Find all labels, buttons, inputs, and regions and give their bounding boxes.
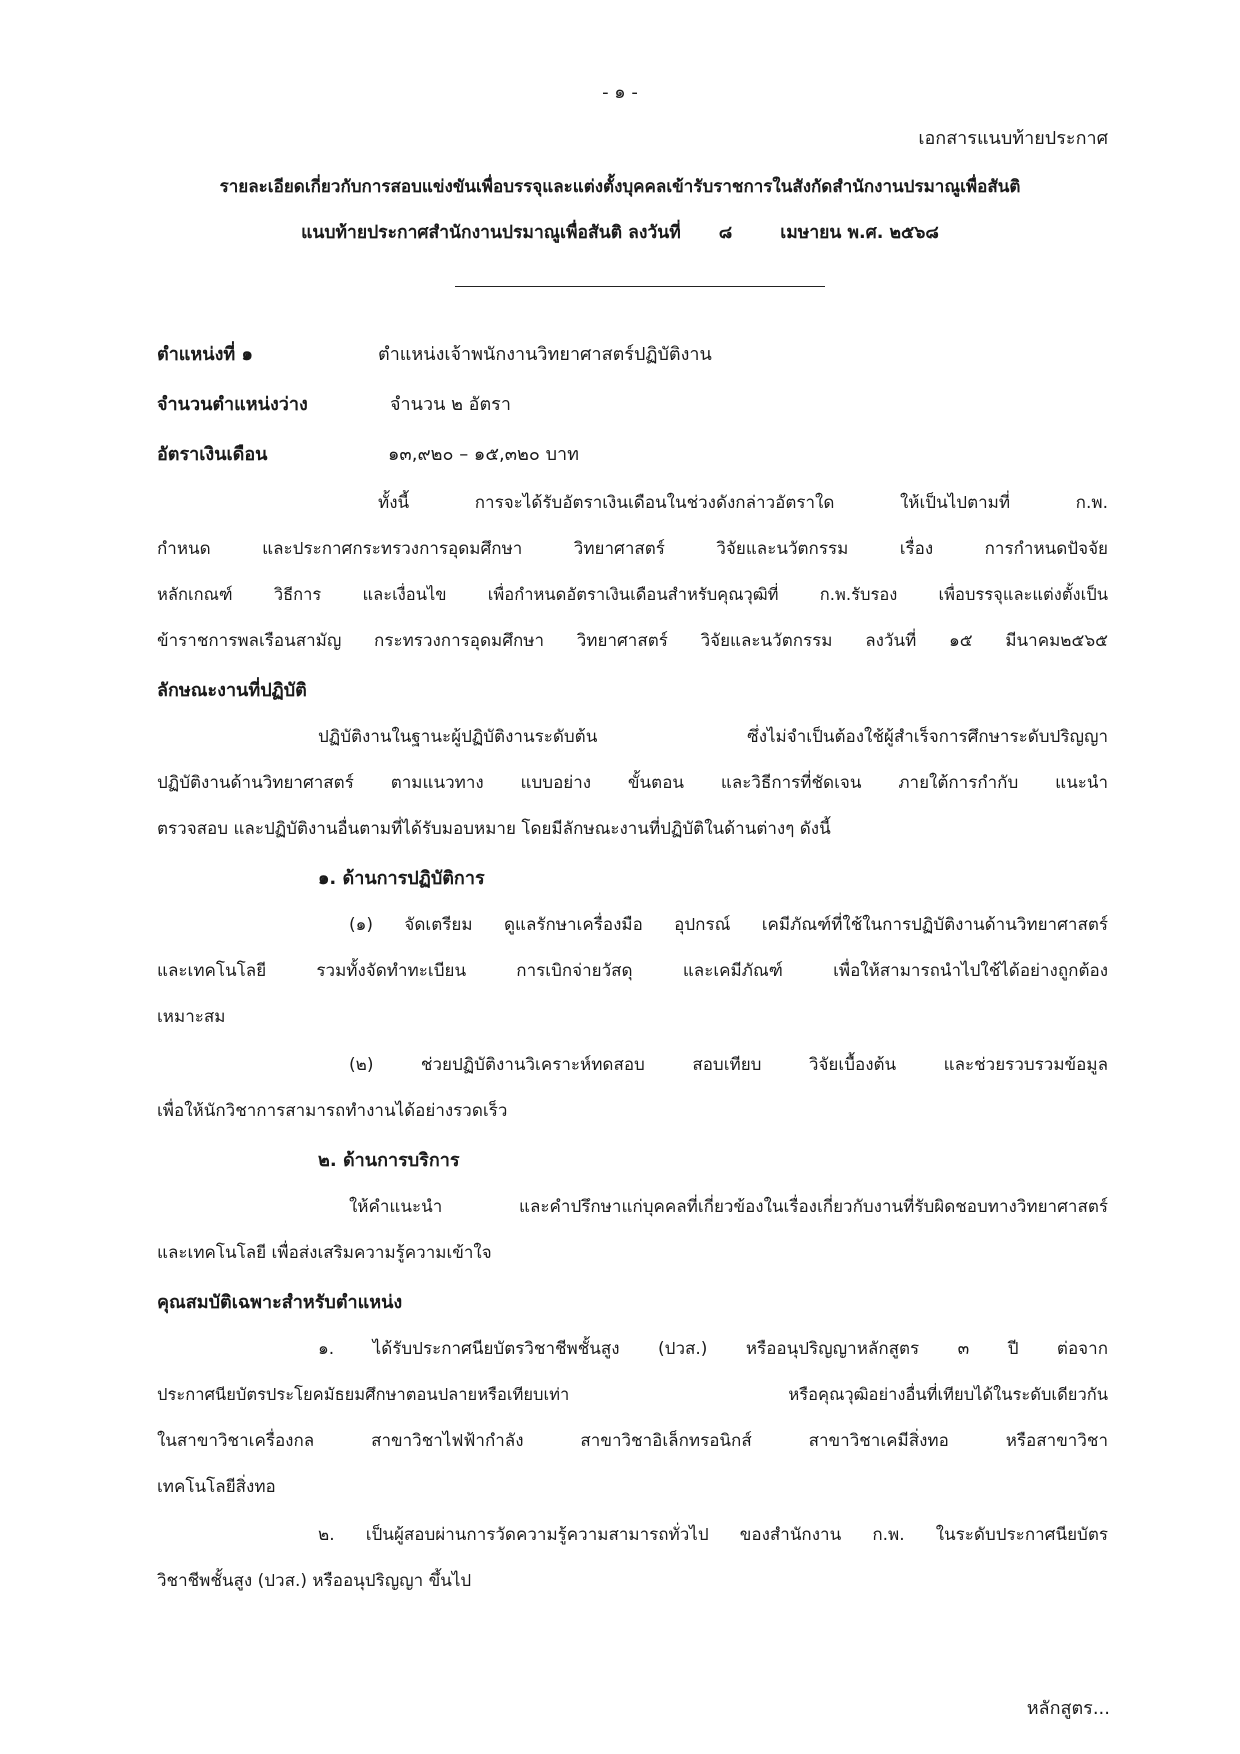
duties-intro-line: ตรวจสอบ และปฏิบัติงานอื่นตามที่ได้รับมอบหมาย โดยมีลักษณะงานที่ปฏิบัติในด้านต่างๆ ดังนี้ bbox=[157, 819, 831, 839]
page-number: - ๑ - bbox=[602, 82, 638, 103]
position-label: ตำแหน่งที่ ๑ bbox=[157, 344, 253, 365]
qualification-1-line: ประกาศนียบัตรประโยคมัธยมศึกษาตอนปลายหรือเทียบเท่า หรือคุณวุฒิอย่างอื่นที่เทียบได้ในระดับเดียวกัน bbox=[157, 1385, 1108, 1404]
qualification-2-line: วิชาชีพชั้นสูง (ปวส.) หรืออนุปริญญา ขึ้นไป bbox=[157, 1571, 472, 1591]
title-date-prefix: แนบท้ายประกาศสำนักงานปรมาณูเพื่อสันติ ลงวันที่ bbox=[301, 223, 681, 243]
section-1-item-1-line: และเทคโนโลยี รวมทั้งจัดทำทะเบียน การเบิกจ่ายวัสดุ และเคมีภัณฑ์ เพื่อให้สามารถนำไปใช้ได้อย่างถูกต้อง bbox=[157, 961, 1108, 981]
qualifications-heading: คุณสมบัติเฉพาะสำหรับตำแหน่ง bbox=[157, 1292, 403, 1313]
qualification-1-line: เทคโนโลยีสิ่งทอ bbox=[157, 1477, 276, 1497]
qualification-2-line: ๒. เป็นผู้สอบผ่านการวัดความรู้ความสามารถทั่วไป ของสำนักงาน ก.พ. ในระดับประกาศนียบัตร bbox=[318, 1525, 1108, 1545]
qualification-1-line: ๑. ได้รับประกาศนียบัตรวิชาชีพชั้นสูง (ปวส.) หรืออนุปริญญาหลักสูตร ๓ ปี ต่อจาก bbox=[318, 1339, 1108, 1359]
vacancy-label: จำนวนตำแหน่งว่าง bbox=[157, 394, 308, 415]
section-1-heading: ๑. ด้านการปฏิบัติการ bbox=[318, 868, 485, 889]
document-label: เอกสารแนบท้ายประกาศ bbox=[918, 128, 1108, 149]
title-divider bbox=[455, 286, 825, 287]
duties-heading: ลักษณะงานที่ปฏิบัติ bbox=[157, 680, 307, 701]
duties-intro-line: ปฏิบัติงานด้านวิทยาศาสตร์ ตามแนวทาง แบบอย่าง ขั้นตอน และวิธีการที่ชัดเจน ภายใต้การกำกับ แนะนำ bbox=[157, 773, 1108, 793]
section-1-item-2-line: (๒) ช่วยปฏิบัติงานวิเคราะห์ทดสอบ สอบเทียบ วิจัยเบื้องต้น และช่วยรวบรวมข้อมูล bbox=[349, 1055, 1108, 1075]
position-value: ตำแหน่งเจ้าพนักงานวิทยาศาสตร์ปฏิบัติงาน bbox=[378, 344, 712, 365]
vacancy-value: จำนวน ๒ อัตรา bbox=[390, 394, 511, 415]
document-title-line-1: รายละเอียดเกี่ยวกับการสอบแข่งขันเพื่อบรรจุและแต่งตั้งบุคคลเข้ารับราชการในสังกัดสำนักงานปรมาณูเพื่อสันติ bbox=[219, 177, 1021, 197]
salary-note-line: กำหนด และประกาศกระทรวงการอุดมศึกษา วิทยาศาสตร์ วิจัยและนวัตกรรม เรื่อง การกำหนดปัจจัย bbox=[157, 539, 1108, 559]
section-1-item-1-line: เหมาะสม bbox=[157, 1007, 226, 1027]
salary-note-line: ทั้งนี้ การจะได้รับอัตราเงินเดือนในช่วงดังกล่าวอัตราใด ให้เป็นไปตามที่ ก.พ. bbox=[378, 493, 1108, 513]
continued-marker: หลักสูตร... bbox=[1026, 1698, 1110, 1719]
title-date-month-year: เมษายน พ.ศ. ๒๕๖๘ bbox=[780, 223, 939, 243]
salary-label: อัตราเงินเดือน bbox=[157, 444, 268, 465]
section-1-item-1-line: (๑) จัดเตรียม ดูแลรักษาเครื่องมือ อุปกรณ์ เคมีภัณฑ์ที่ใช้ในการปฏิบัติงานด้านวิทยาศาสตร์ bbox=[349, 915, 1108, 935]
title-date-day: ๘ bbox=[718, 223, 733, 243]
section-2-text-line: ให้คำแนะนำ และคำปรึกษาแก่บุคคลที่เกี่ยวข้องในเรื่องเกี่ยวกับงานที่รับผิดชอบทางวิทยาศาสตร์ bbox=[349, 1197, 1108, 1217]
salary-note-line: ข้าราชการพลเรือนสามัญ กระทรวงการอุดมศึกษา วิทยาศาสตร์ วิจัยและนวัตกรรม ลงวันที่ ๑๕ มีนาคม๒๕๖๕ bbox=[157, 631, 1108, 651]
section-2-heading: ๒. ด้านการบริการ bbox=[318, 1150, 460, 1171]
salary-value: ๑๓,๙๒๐ – ๑๕,๓๒๐ บาท bbox=[388, 444, 579, 465]
section-1-item-2-line: เพื่อให้นักวิชาการสามารถทำงานได้อย่างรวดเร็ว bbox=[157, 1101, 508, 1121]
section-2-text-line: และเทคโนโลยี เพื่อส่งเสริมความรู้ความเข้าใจ bbox=[157, 1243, 492, 1263]
duties-intro-line: ปฏิบัติงานในฐานะผู้ปฏิบัติงานระดับต้น ซึ่งไม่จำเป็นต้องใช้ผู้สำเร็จการศึกษาระดับปริญญา bbox=[318, 727, 1108, 747]
document-title-line-2 bbox=[0, 218, 1240, 248]
salary-note-line: หลักเกณฑ์ วิธีการ และเงื่อนไข เพื่อกำหนดอัตราเงินเดือนสำหรับคุณวุฒิที่ ก.พ.รับรอง เพื่อบรรจุและแต่งตั้งเป็น bbox=[157, 585, 1108, 604]
qualification-1-line: ในสาขาวิชาเครื่องกล สาขาวิชาไฟฟ้ากำลัง สาขาวิชาอิเล็กทรอนิกส์ สาขาวิชาเคมีสิ่งทอ หรือสาขาวิชา bbox=[157, 1431, 1108, 1451]
